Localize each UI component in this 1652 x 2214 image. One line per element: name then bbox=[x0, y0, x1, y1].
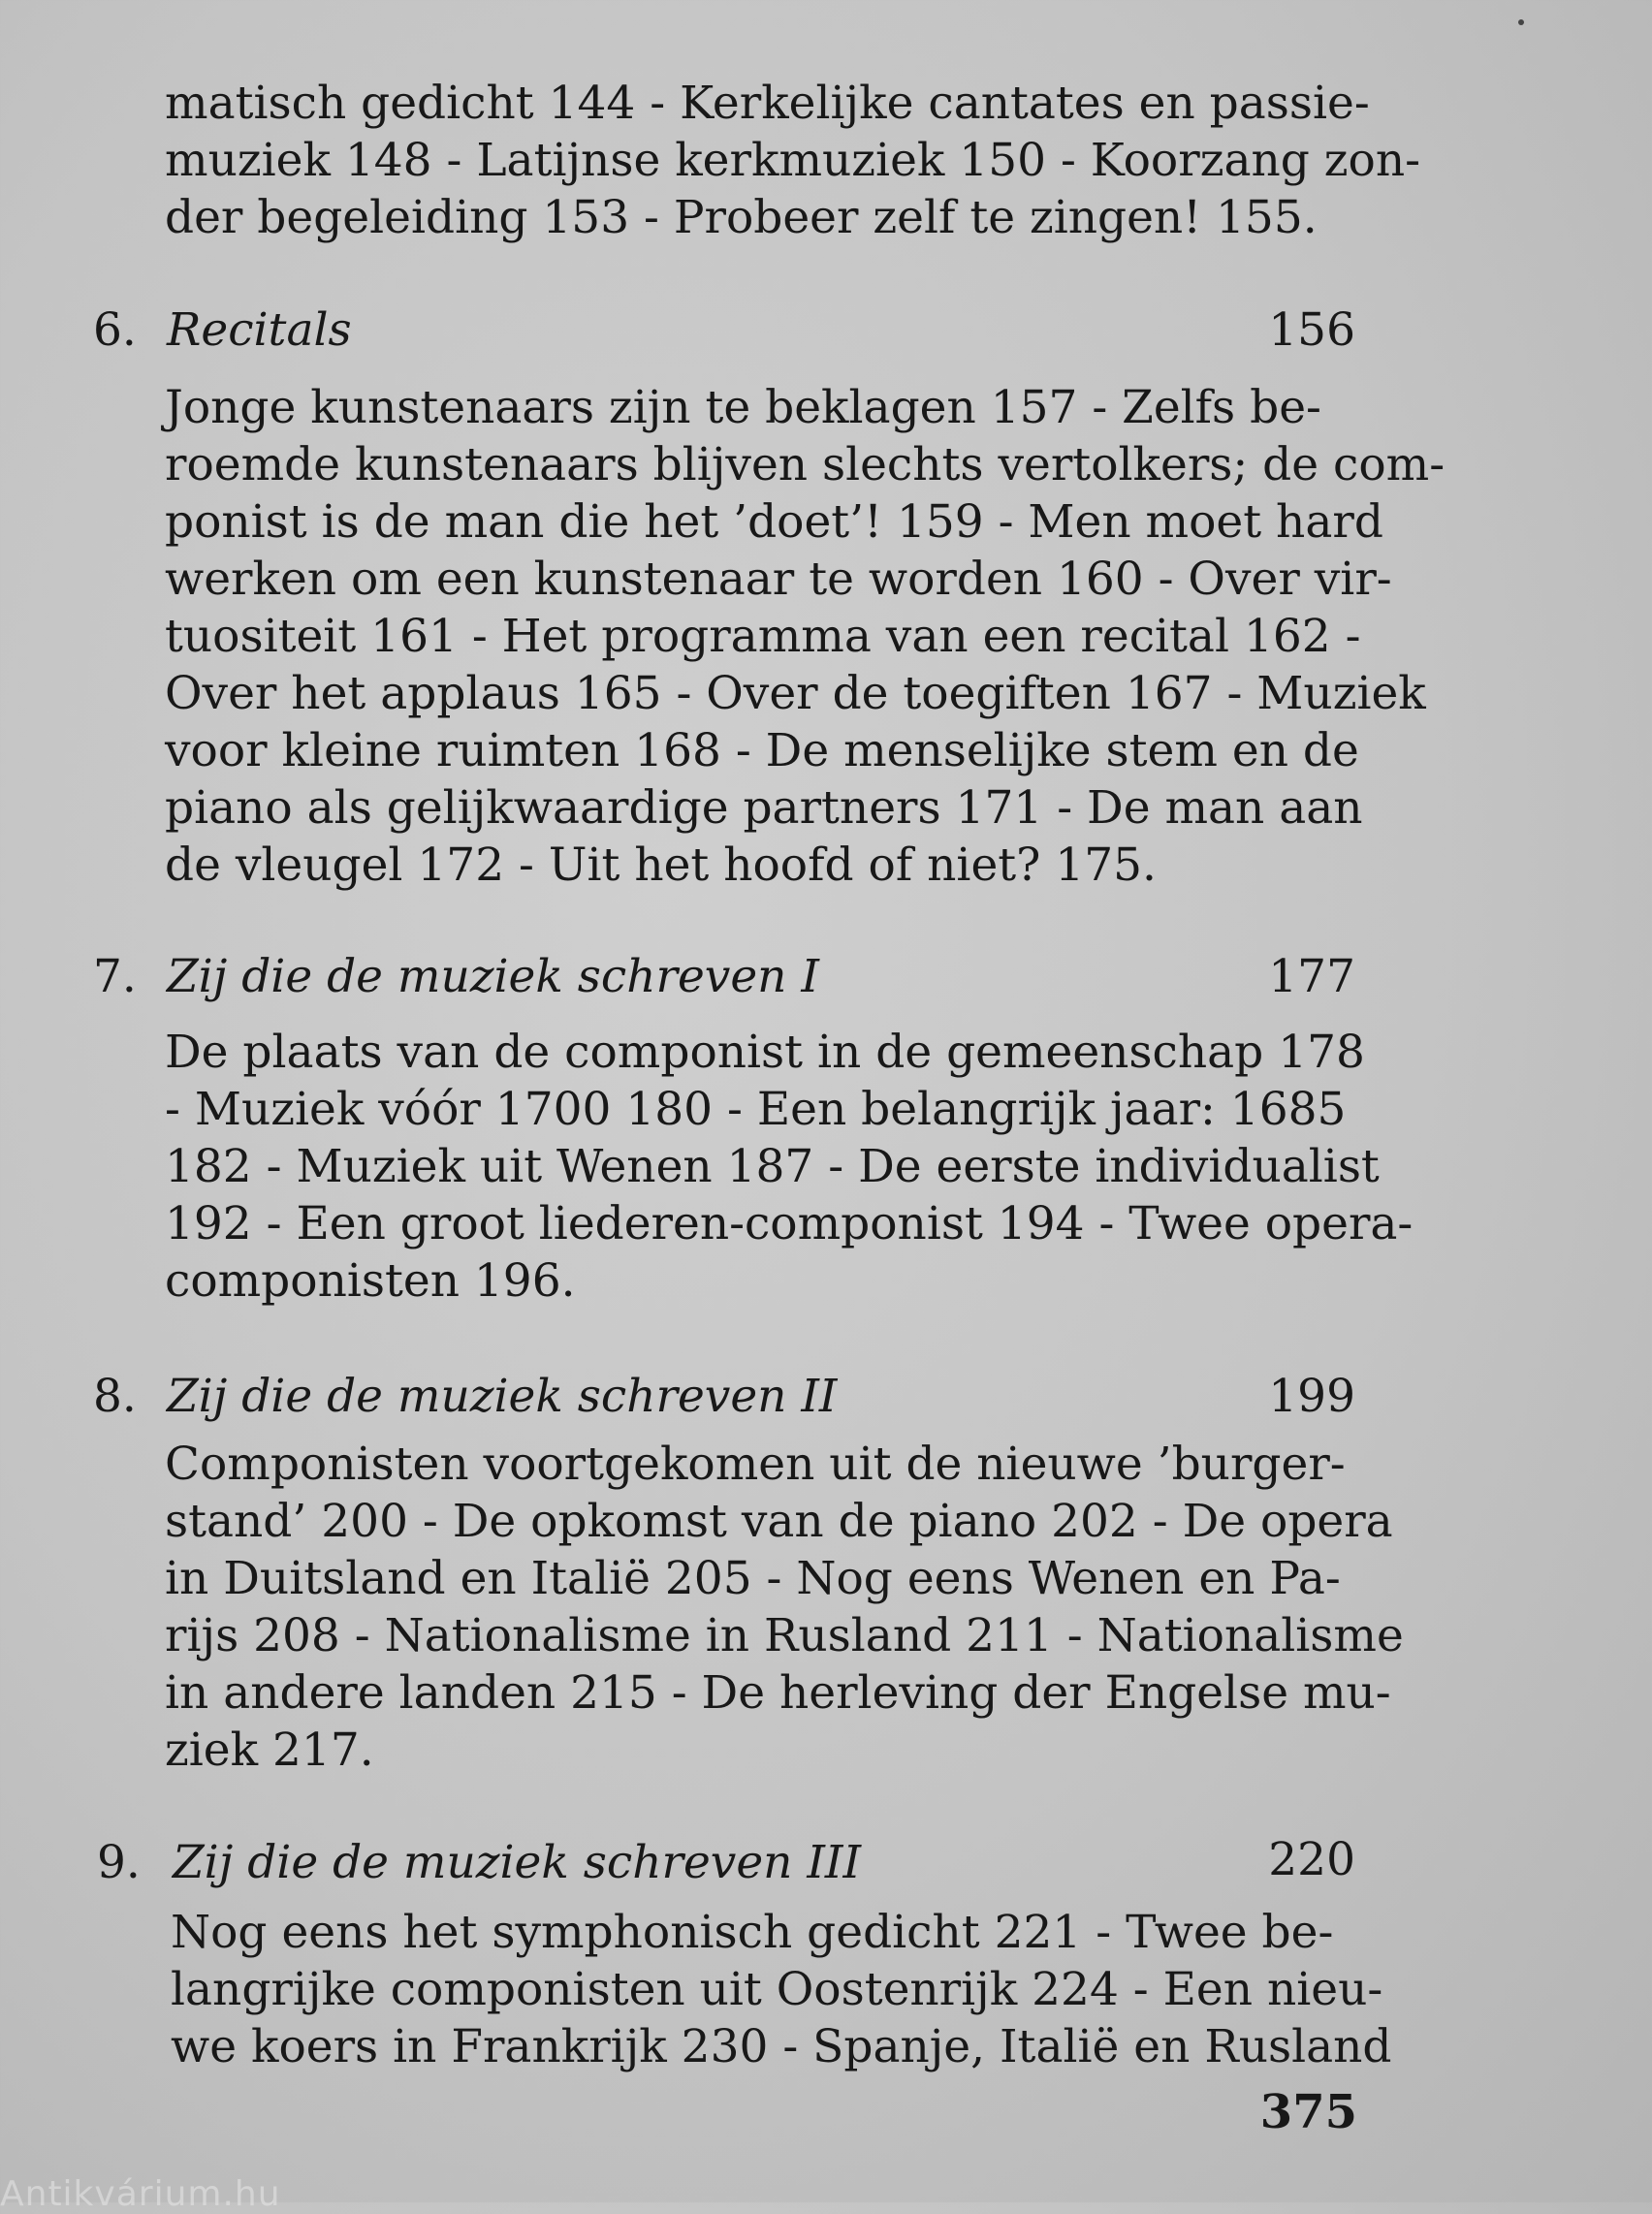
text-line: componisten 196. bbox=[165, 1254, 576, 1308]
section-title: Zij die de muziek schreven III bbox=[173, 1836, 862, 1889]
text-line: ponist is de man die het ’doet’! 159 - Men moet hard bbox=[165, 495, 1383, 549]
paper-speck bbox=[1518, 19, 1524, 25]
section-page: 177 bbox=[1268, 950, 1355, 1003]
text-line: Nog eens het symphonisch gedicht 221 - Twee be- bbox=[171, 1906, 1334, 1959]
text-line: 182 - Muziek uit Wenen 187 - De eerste individualist bbox=[165, 1140, 1380, 1193]
section-number: 9. bbox=[97, 1836, 141, 1889]
text-line: langrijke componisten uit Oostenrijk 224 - Een nieu- bbox=[171, 1963, 1383, 2016]
text-line: werken om een kunstenaar te worden 160 - Over vir- bbox=[165, 553, 1392, 606]
section-page: 220 bbox=[1268, 1833, 1355, 1886]
text-line: 192 - Een groot liederen-componist 194 - Twee opera- bbox=[165, 1197, 1414, 1250]
text-line: ziek 217. bbox=[165, 1724, 374, 1777]
text-line: Over het applaus 165 - Over de toegiften 167 - Muziek bbox=[165, 667, 1426, 720]
text-line: Jonge kunstenaars zijn te beklagen 157 - Zelfs be- bbox=[165, 381, 1321, 434]
section-page: 156 bbox=[1268, 303, 1355, 357]
text-line: Componisten voortgekomen uit de nieuwe ’burger- bbox=[165, 1438, 1346, 1491]
text-line: matisch gedicht 144 - Kerkelijke cantates en passie- bbox=[165, 77, 1370, 130]
text-line: rijs 208 - Nationalisme in Rusland 211 - Nationalisme bbox=[165, 1609, 1404, 1662]
text-line: stand’ 200 - De opkomst van de piano 202 - De opera bbox=[165, 1495, 1393, 1548]
section-title: Recitals bbox=[167, 303, 352, 357]
watermark: Antikvárium.hu bbox=[0, 2174, 281, 2214]
page-number: 375 bbox=[1259, 2085, 1357, 2139]
section-number: 6. bbox=[93, 303, 137, 357]
section-title: Zij die de muziek schreven I bbox=[167, 950, 819, 1003]
section-number: 7. bbox=[93, 950, 137, 1003]
text-line: voor kleine ruimten 168 - De menselijke stem en de bbox=[165, 724, 1359, 777]
text-line: we koers in Frankrijk 230 - Spanje, Italië en Rusland bbox=[171, 2020, 1392, 2073]
text-line: roemde kunstenaars blijven slechts vertolkers; de com- bbox=[165, 438, 1446, 491]
text-line: muziek 148 - Latijnse kerkmuziek 150 - Koorzang zon- bbox=[165, 134, 1420, 187]
text-line: De plaats van de componist in de gemeenschap 178 bbox=[165, 1026, 1365, 1079]
text-line: der begeleiding 153 - Probeer zelf te zingen! 155. bbox=[165, 191, 1318, 244]
section-number: 8. bbox=[93, 1370, 137, 1423]
text-line: de vleugel 172 - Uit het hoofd of niet? 175. bbox=[165, 838, 1157, 892]
text-line: - Muziek vóór 1700 180 - Een belangrijk jaar: 1685 bbox=[165, 1083, 1347, 1136]
text-line: in andere landen 215 - De herleving der Engelse mu- bbox=[165, 1666, 1391, 1720]
section-page: 199 bbox=[1268, 1370, 1355, 1423]
text-line: piano als gelijkwaardige partners 171 - De man aan bbox=[165, 781, 1363, 835]
section-title: Zij die de muziek schreven II bbox=[167, 1370, 838, 1423]
text-line: tuositeit 161 - Het programma van een recital 162 - bbox=[165, 610, 1361, 663]
text-line: in Duitsland en Italië 205 - Nog eens Wenen en Pa- bbox=[165, 1552, 1341, 1605]
